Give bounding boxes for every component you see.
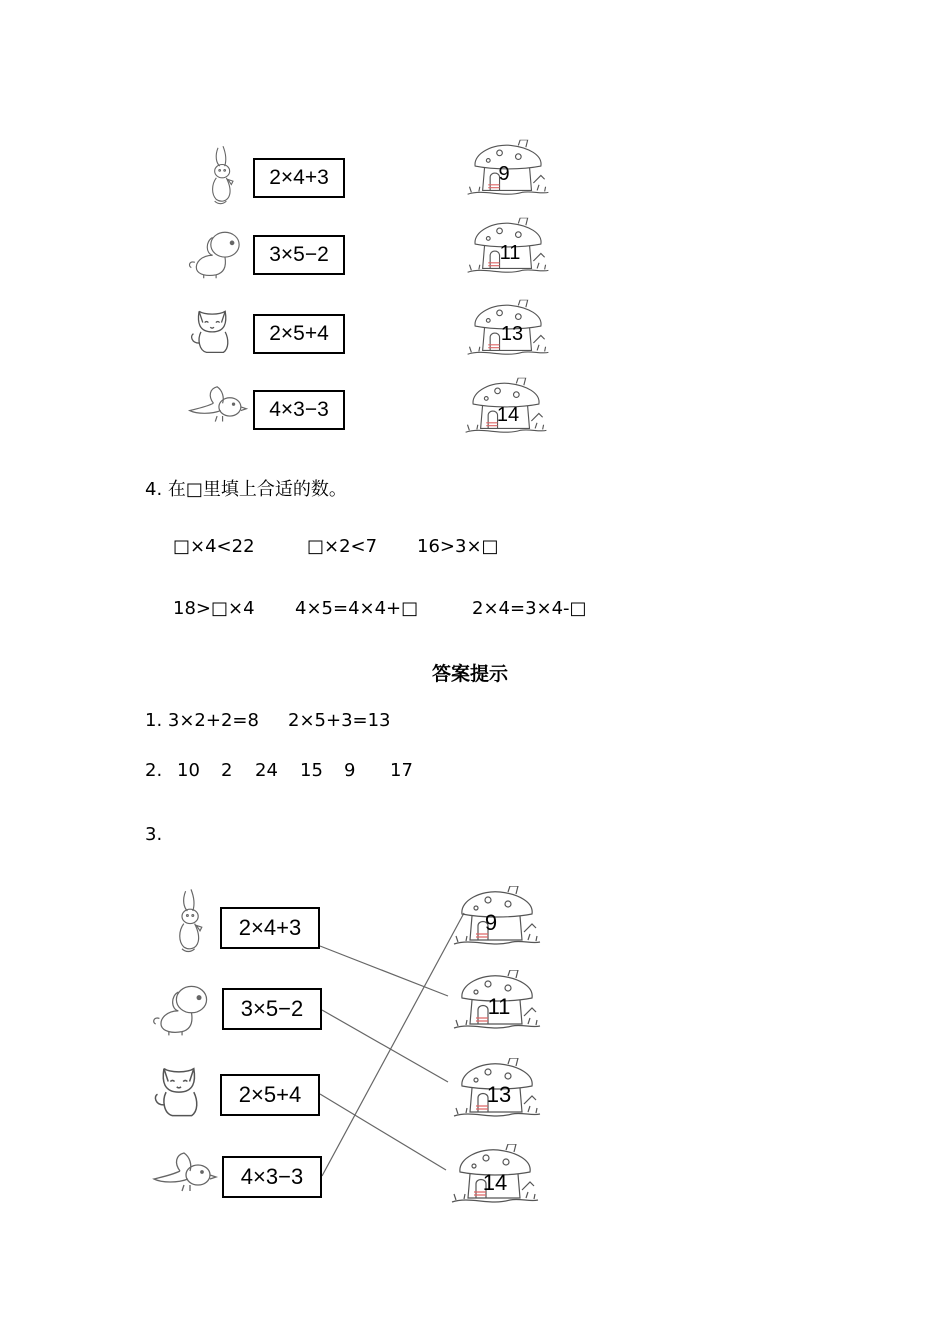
q4-item: □×4<22 <box>173 536 255 557</box>
answer-2-value: 17 <box>390 760 413 781</box>
answer-1-part: 2×5+3=13 <box>288 710 391 731</box>
mushroom-house <box>448 966 546 1032</box>
bird-icon <box>150 1148 220 1200</box>
answer-2-value: 9 <box>344 760 356 781</box>
answers-title: 答案提示 <box>432 663 509 685</box>
answer-2-label: 2. <box>145 760 163 781</box>
answer-2-value: 10 <box>177 760 200 781</box>
expression-box: 2×4+3 <box>220 907 320 949</box>
q4-item: 18>□×4 <box>173 598 255 619</box>
rabbit-icon <box>164 880 218 960</box>
house-number: 11 <box>499 242 521 264</box>
expression-box: 2×4+3 <box>253 158 345 198</box>
answer-3-label: 3. <box>145 824 163 845</box>
q4-item: 4×5=4×4+□ <box>295 598 419 619</box>
house-number: 14 <box>496 404 520 426</box>
house-number: 14 <box>482 1170 508 1195</box>
answer-1-part: 1. 3×2+2=8 <box>145 710 259 731</box>
expression-box: 4×3−3 <box>222 1156 322 1198</box>
expression-box: 2×5+4 <box>220 1074 320 1116</box>
house-number: 9 <box>484 910 498 935</box>
mushroom-house <box>448 882 546 948</box>
house-number: 9 <box>498 163 510 185</box>
dog-icon <box>150 980 216 1038</box>
cat-icon <box>148 1058 214 1122</box>
expression-box: 2×5+4 <box>253 314 345 354</box>
expression-box: 3×5−2 <box>253 235 345 275</box>
q4-item: 2×4=3×4-□ <box>472 598 587 619</box>
q4-item: 16>3×□ <box>417 536 499 557</box>
house-number: 13 <box>486 1082 512 1107</box>
expression-box: 3×5−2 <box>222 988 322 1030</box>
mushroom-house <box>448 1054 546 1120</box>
answer-2-value: 15 <box>300 760 323 781</box>
mushroom-house <box>446 1140 544 1206</box>
house-number: 13 <box>500 323 524 345</box>
answer-2-value: 24 <box>255 760 278 781</box>
question-4-heading: 4. 在□里填上合适的数。 <box>145 479 347 500</box>
q4-item: □×2<7 <box>307 536 378 557</box>
house-number: 11 <box>487 994 511 1019</box>
expression-box: 4×3−3 <box>253 390 345 430</box>
answer-2-value: 2 <box>221 760 233 781</box>
